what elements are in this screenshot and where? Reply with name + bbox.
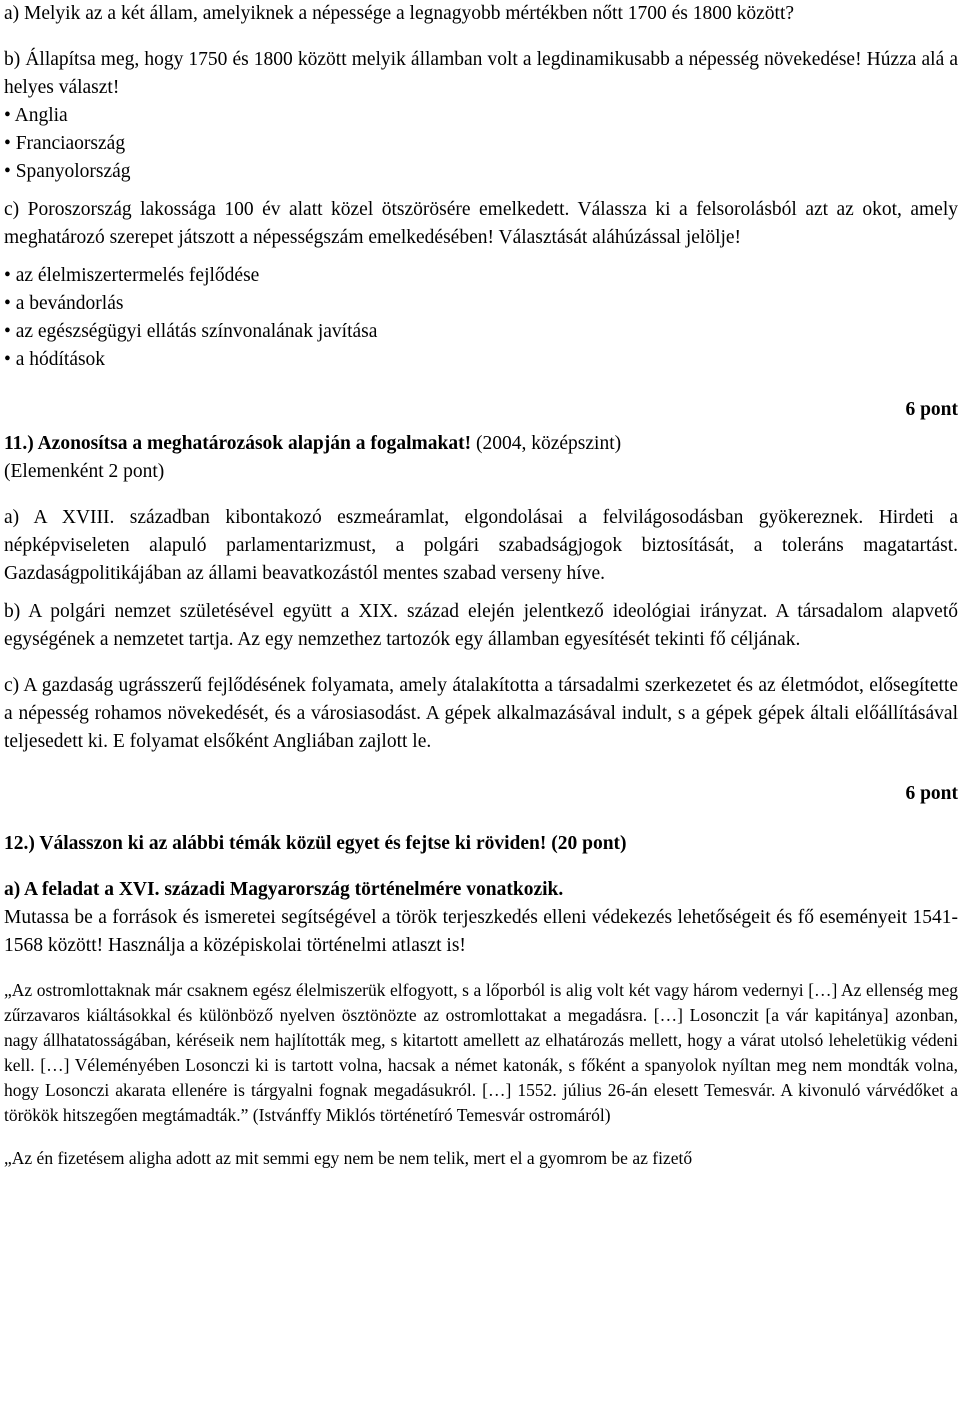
question-10b: b) Állapítsa meg, hogy 1750 és 1800 között melyik államban volt a legdinamikusabb a népesség növekedése! Húzza alá a helyes választ! <box>4 49 958 98</box>
question-11b: b) A polgári nemzet születésével együtt a XIX. század elején jelentkező ideológiai irányzat. A társadalom alapvető egységének a nemzetet tartja. Az egy nemzethez tartozók egy államban egyesítését tekinti fő céljának. <box>4 601 958 650</box>
question-12-title: 12.) Válasszon ki az alábbi témák közül egyet és fejtse ki röviden! (20 pont) <box>4 833 627 854</box>
question-11-title <box>4 430 958 458</box>
question-11c: c) A gazdaság ugrásszerű fejlődésének folyamata, amely átalakította a társadalmi szerkezetet és az életmódot, elősegítette a népesség rohamos növekedését, és a városiasodást. A gépek alkalmazásával indult, s a gépek gépek általi előállításával teljesedett ki. E folyamat elsőként Angliában zajlott le. <box>4 675 958 752</box>
option-hoditasok: • a hódítások <box>4 346 958 374</box>
option-spanyolorszag: • Spanyolország <box>4 158 958 186</box>
points-q10: 6 pont <box>905 399 958 420</box>
question-10c: c) Poroszország lakossága 100 év alatt közel ötszörösére emelkedett. Válassza ki a felsorolásból azt az okot, amely meghatározó szerepet játszott a népességszám emelkedésében! Választását aláhúzással jelölje! <box>4 199 958 248</box>
points-q11: 6 pont <box>905 783 958 804</box>
option-anglia: • Anglia <box>4 102 958 130</box>
source-quote-temesvar: „Az ostromlottaknak már csaknem egész élelmiszerük elfogyott, s a lőporból is alig volt két vagy három vedernyi […] Az ellenség meg zűrzavaros kiáltásokkal és különböző nyelven ösztönözte az ostromlottakat a megadásra. […] Losonczit [a vár kapitánya] azonban, nagy állhatatosságában, kéréseik nem hajlították meg, s kitartott amellett az elhatározás mellett, hogy a várat utolsó leheletükig védeni kell. […] Véleményében Losonczi ki is tartott volna, hacsak a német katonák, s főként a spanyolok nyíltan meg nem mondták volna, hogy Losonczi akarata ellenére is tárgyalni fognak megadásukról. […] 1552. július 26-án elesett Temesvár. A kivonuló várvédőket a törökök hitszegően megtámadták.” (Istvánffy Miklós történetíró Temesvár ostromáról) <box>4 980 958 1125</box>
option-egeszsegugy: • az egészségügyi ellátás színvonalának javítása <box>4 318 958 346</box>
question-10a: a) Melyik az a két állam, amelyiknek a népessége a legnagyobb mértékben nőtt 1700 és 1800 között? <box>4 3 795 24</box>
option-elelmiszertermeles: • az élelmiszertermelés fejlődése <box>4 262 958 290</box>
q11-title-note: (2004, középszint) <box>475 433 622 454</box>
option-franciaorszag: • Franciaország <box>4 130 958 158</box>
question-11a: a) A XVIII. században kibontakozó eszmeáramlat, elgondolásai a felvilágosodásban gyökereznek. Hirdeti a népképviseleten alapuló parlamentarizmust, a polgári szabadságjogok biztosítását, a toleráns magatartást. Gazdaságpolitikájában az állami beavatkozástól mentes szabad verseny híve. <box>4 507 958 584</box>
source-quote-2: „Az én fizetésem aligha adott az mit semmi egy nem be nem telik, mert el a gyomrom be az fizető <box>4 1148 693 1168</box>
document-page <box>4 0 958 1171</box>
option-bevandorlas: • a bevándorlás <box>4 290 958 318</box>
q12a-text: Mutassa be a források és ismeretei segítségével a török terjeszkedés elleni védekezés lehetőségeit és fő eseményeit 1541-1568 között! Használja a középiskolai történelmi atlaszt is! <box>4 907 958 956</box>
q12a-title: a) A feladat a XVI. századi Magyarország történelmére vonatkozik. <box>4 879 564 900</box>
q11-title-text: 11.) Azonosítsa a meghatározások alapján a fogalmakat! <box>4 433 472 454</box>
q11-subtitle: (Elemenként 2 pont) <box>4 461 165 482</box>
